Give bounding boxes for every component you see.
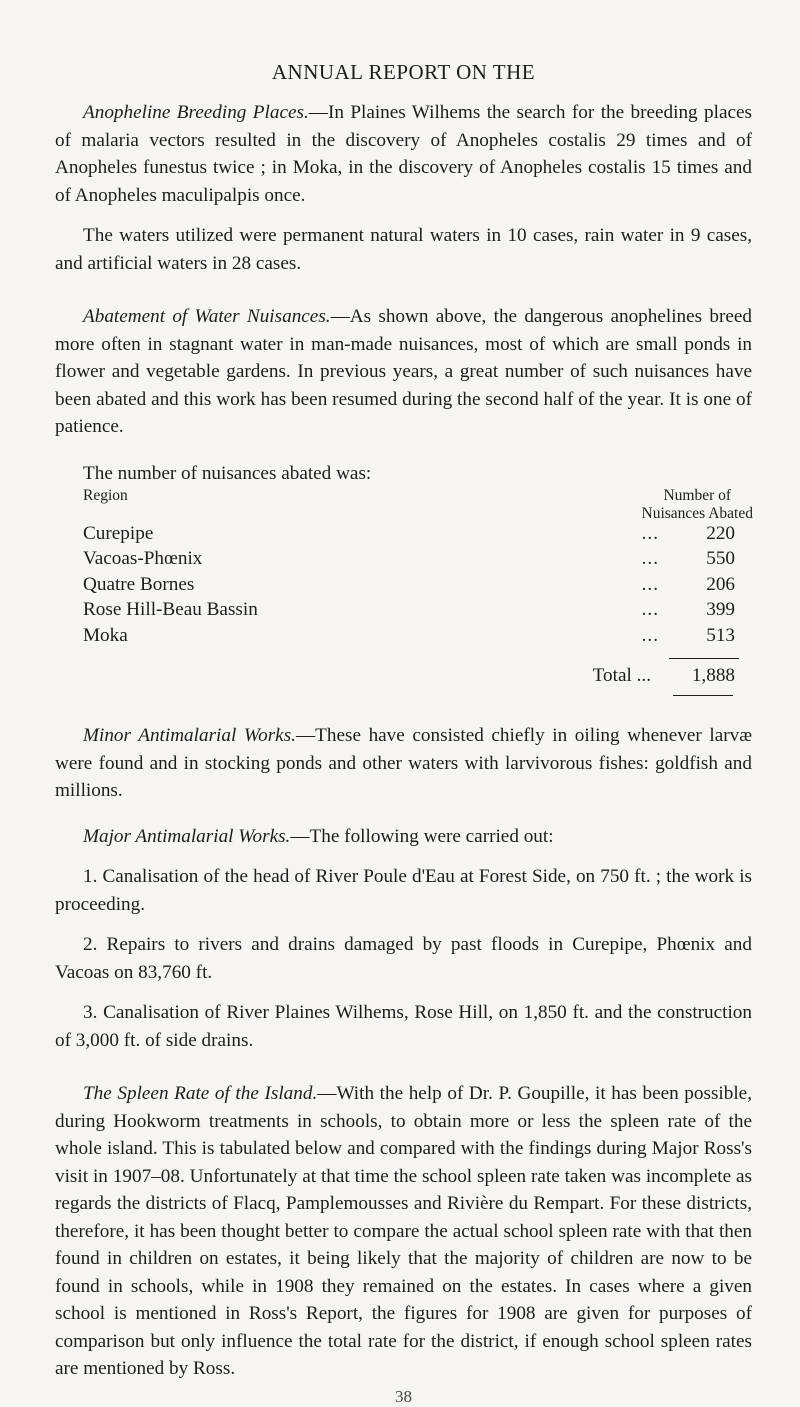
sum-rule: [669, 658, 739, 659]
region-cell: Moka: [83, 624, 128, 646]
region-cell: Curepipe: [83, 522, 154, 544]
paragraph-text: —With the help of Dr. P. Goupille, it has been possible, during Hookworm treatments in schools, to obtain more or less the spleen rate of the whole island. This is tabulated below and compared with the findings during Major Ross's visit in 1907–08. Unfortunately at that time the school spleen rate taken was incomplete as regards the districts of Flacq, Pamplemousses and Rivière du Rempart. For these districts, therefore, it has been thought better to compare the actual school spleen rate with that then found in children on estates, it being likely that the majority of children are now to be found in schools, while in 1908 they remained on the estates. In cases where a given school is mentioned in Ross's Report, the figures for 1908 are given for purposes of comparison but only influence the total rate for the district, if enough school spleen rates are mentioned by Ross.: [55, 1083, 752, 1380]
paragraph-waters: The waters utilized were permanent natural waters in 10 cases, rain water in 9 cases, and artificial waters in 28 cases.: [55, 225, 752, 274]
paragraph-abatement: [55, 303, 752, 441]
list-item: 1. Canalisation of the head of River Poule d'Eau at Forest Side, on 750 ft. ; the work is proceeding.: [55, 866, 752, 915]
value-cell: 513: [706, 624, 735, 646]
paragraph-text: —In Plaines Wilhems the search for the breeding places of malaria vectors resulted in the discovery of Anopheles costalis 29 times and of Anopheles funestus twice ; in Moka, in the discovery of Anopheles costalis 15 times and of Anopheles maculipalpis once.: [55, 102, 752, 206]
nuisances-table: [83, 487, 753, 697]
value-cell: 550: [706, 548, 735, 570]
table-body: [83, 523, 753, 651]
leader-dots: ...: [641, 624, 659, 646]
paragraph-spleen-rate: [55, 1080, 752, 1383]
region-cell: Quatre Bornes: [83, 573, 195, 595]
total-label: Total ...: [592, 665, 651, 687]
table-row: [83, 548, 753, 574]
table-total-row: [83, 665, 753, 691]
total-value: 1,888: [691, 665, 735, 687]
value-cell: 399: [706, 599, 735, 621]
value-cell: 206: [706, 573, 735, 595]
section-heading: Anopheline Breeding Places.: [83, 102, 309, 123]
paragraph-text: —These have consisted chiefly in oiling whenever larvæ were found and in stocking ponds and other waters with larvivorous fishes: goldfish and millions.: [55, 725, 752, 802]
table-intro: The number of nuisances abated was:: [83, 462, 372, 484]
list-item: 2. Repairs to rivers and drains damaged by past floods in Curepipe, Phœnix and Vacoas on 83,760 ft.: [55, 934, 752, 983]
table-header: [83, 487, 753, 523]
section-heading: Major Antimalarial Works.: [83, 825, 291, 847]
section-heading: The Spleen Rate of the Island.: [83, 1083, 318, 1105]
column-header-number: [642, 487, 753, 523]
value-cell: 220: [706, 522, 735, 544]
leader-dots: ...: [641, 548, 659, 570]
running-header: ANNUAL REPORT ON THE: [271, 60, 536, 84]
page-number: 38: [395, 1386, 412, 1406]
total-rule: [673, 695, 733, 696]
paragraph-minor-works: [55, 722, 752, 805]
list-item: 3. Canalisation of River Plaines Wilhems, Rose Hill, on 1,850 ft. and the construction of 3,000 ft. of side drains.: [55, 1002, 752, 1051]
region-cell: Rose Hill-Beau Bassin: [83, 599, 258, 621]
region-cell: Vacoas-Phœnix: [83, 548, 203, 570]
section-heading: Minor Antimalarial Works.: [83, 725, 296, 747]
table-row: [83, 625, 753, 651]
leader-dots: ...: [641, 573, 659, 595]
column-header-line: Nuisances Abated: [641, 504, 753, 522]
column-header-region: Region: [83, 486, 128, 504]
paragraph-text: —The following were carried out:: [290, 825, 554, 847]
section-heading: Abatement of Water Nuisances.: [83, 306, 331, 327]
leader-dots: ...: [641, 599, 659, 621]
leader-dots: ...: [641, 522, 659, 544]
table-row: [83, 523, 753, 549]
table-row: [83, 599, 753, 625]
column-header-line: Number of: [663, 486, 732, 504]
paragraph-anopheline-breeding: [55, 99, 752, 209]
table-row: [83, 574, 753, 600]
paragraph-major-works: [55, 823, 752, 851]
paragraph-text: —As shown above, the dangerous anophelines breed more often in stagnant water in man-made nuisances, most of which are small ponds in flower and vegetable gardens. In previous years, a great number of such nuisances have been abated and this work has been resumed during the second half of the year. It is one of patience.: [55, 306, 752, 437]
